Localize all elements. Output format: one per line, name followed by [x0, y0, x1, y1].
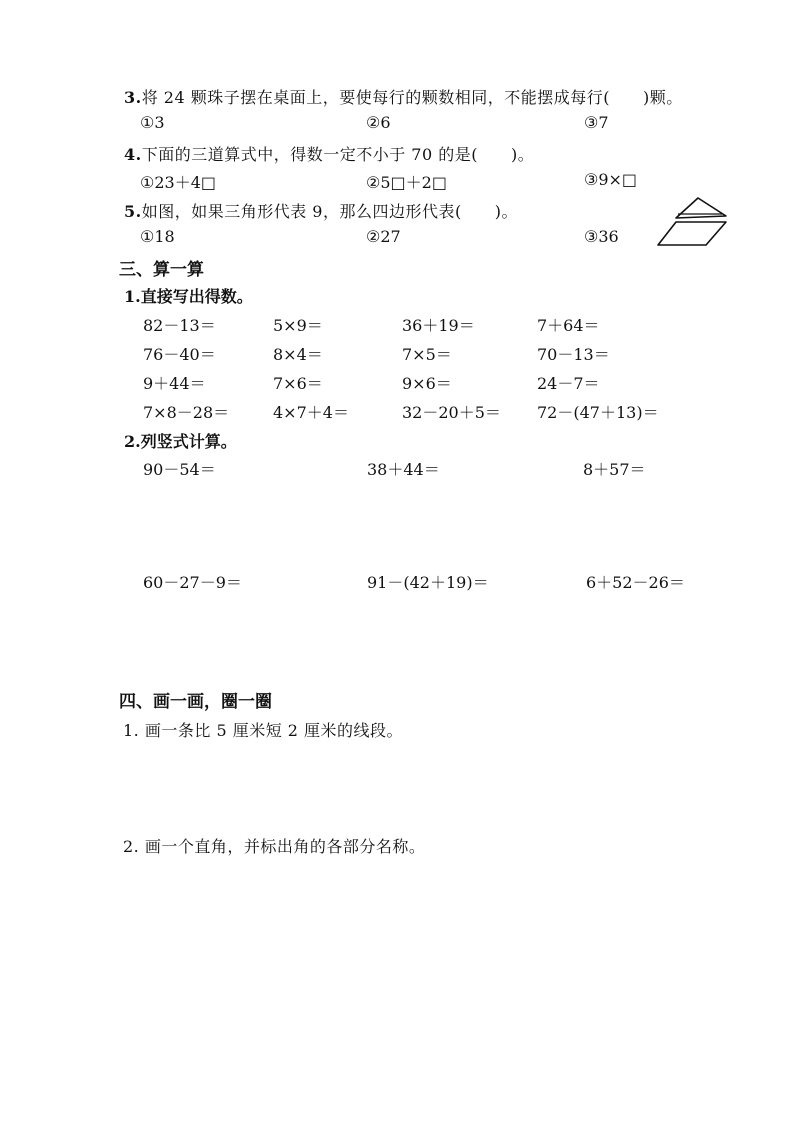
calc-item: 36＋19＝: [402, 316, 475, 335]
subsection-vertical-calc: [124, 429, 237, 452]
option-3-3: ③7: [584, 113, 609, 132]
calc-item: 4×7＋4＝: [273, 403, 349, 422]
calc-item: 7×8－28＝: [143, 403, 230, 422]
question-draw-line: 1. 画一条比 5 厘米短 2 厘米的线段。: [123, 721, 404, 740]
option-5-2: ②27: [366, 227, 401, 246]
question-number: 4.: [124, 145, 142, 164]
parallelogram-shape: [658, 222, 726, 245]
calc-item: 76－40＝: [143, 345, 216, 364]
question-5: [124, 199, 518, 222]
vertical-calc-item: 60－27－9＝: [143, 573, 242, 592]
calc-item: 82－13＝: [143, 316, 216, 335]
question-3: [124, 85, 683, 108]
vertical-calc-item: 6＋52－26＝: [586, 573, 685, 592]
triangle-shape: [676, 198, 726, 218]
subsection-number: 1.: [124, 287, 141, 306]
calc-item: 8×4＝: [273, 345, 323, 364]
subsection-title: 直接写出得数。: [140, 287, 253, 306]
vertical-calc-item: 8＋57＝: [583, 460, 646, 479]
option-3-2: ②6: [366, 113, 391, 132]
calc-item: 7×5＝: [402, 345, 452, 364]
option-4-2: ②5□＋2□: [366, 173, 447, 192]
option-4-3: ③9×□: [584, 170, 638, 189]
vertical-calc-item: 91－(42＋19)＝: [367, 573, 489, 592]
calc-item: 70－13＝: [537, 345, 610, 364]
question-text: 如图，如果三角形代表 9，那么四边形代表( )。: [141, 202, 518, 221]
option-4-1: ①23＋4□: [140, 173, 217, 192]
option-5-3: ③36: [584, 227, 619, 246]
calc-item: 7＋64＝: [537, 316, 600, 335]
vertical-calc-item: 38＋44＝: [367, 460, 440, 479]
calc-item: 9＋44＝: [143, 374, 206, 393]
calc-item: 72－(47＋13)＝: [537, 403, 659, 422]
calc-item: 5×9＝: [273, 316, 323, 335]
question-number: 5.: [124, 202, 142, 221]
calc-item: 7×6＝: [273, 374, 323, 393]
section-heading-calculate: 三、算一算: [119, 260, 204, 280]
question-text: 将 24 颗珠子摆在桌面上，要使每行的颗数相同，不能摆成每行( )颗。: [141, 88, 683, 107]
question-draw-right-angle: 2. 画一个直角，并标出角的各部分名称。: [123, 837, 426, 856]
triangle-parallelogram-figure: [654, 192, 730, 248]
subsection-title: 列竖式计算。: [140, 432, 237, 451]
section-heading-draw: 四、画一画，圈一圈: [119, 692, 272, 712]
subsection-oral-calc: [124, 284, 253, 307]
calc-item: 32－20＋5＝: [402, 403, 501, 422]
vertical-calc-item: 90－54＝: [143, 460, 216, 479]
calc-item: 9×6＝: [402, 374, 452, 393]
subsection-number: 2.: [124, 432, 141, 451]
question-4: [124, 142, 534, 165]
calc-item: 24－7＝: [537, 374, 600, 393]
option-5-1: ①18: [140, 227, 175, 246]
question-text: 下面的三道算式中，得数一定不小于 70 的是( )。: [141, 145, 535, 164]
option-3-1: ①3: [140, 113, 165, 132]
question-number: 3.: [124, 88, 142, 107]
